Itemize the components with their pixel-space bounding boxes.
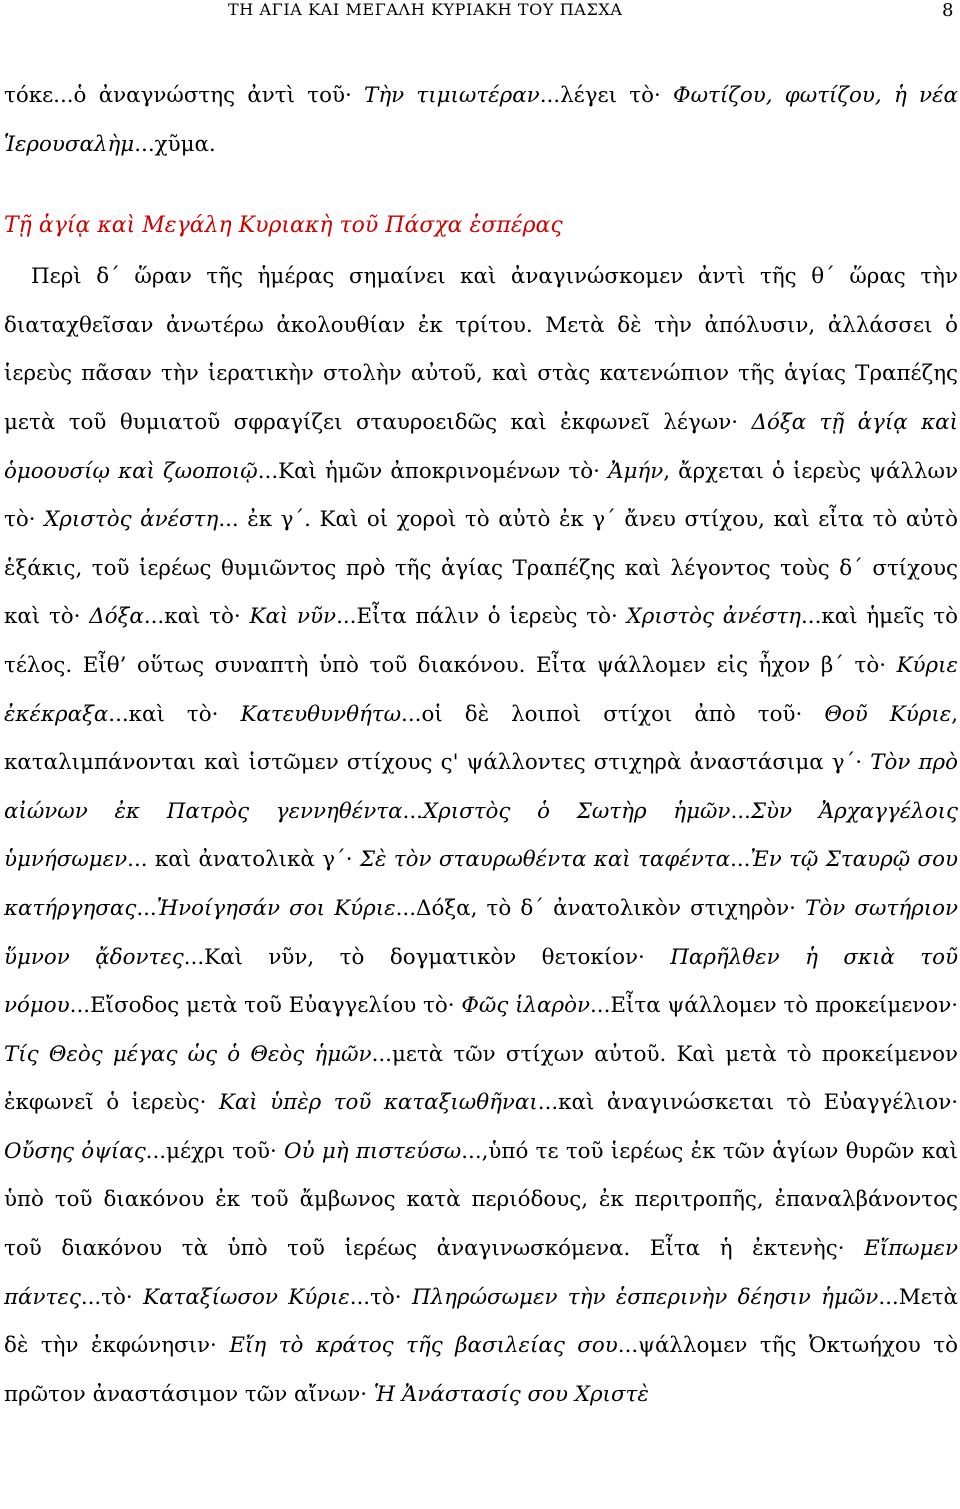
italic-phrase: Φῶς ἱλαρὸν [461,993,590,1019]
text-run: , ἄρχεται ὁ ἱερεὺς ψάλλων τὸ· [4,458,958,533]
italic-phrase: Τὸν σωτήριον ὕμνον ᾄδοντες [4,895,958,970]
italic-phrase: Σὲ τὸν σταυρωθέντα καὶ ταφέντα [359,847,731,873]
italic-phrase: Σὺν Ἀρχαγγέλοις ὑμνήσωμεν [4,798,958,873]
text-run: ...καὶ τὸ· [143,604,250,630]
text-run: Περὶ δ΄ ὥραν τῆς ἡμέρας σημαίνει καὶ ἀναγινώσκομεν ἀντὶ τῆς θ΄ ὥρας τὴν διαταχθεῖσαν ἀνωτέρω ἀκολουθίαν ἐκ τρίτου. Μετὰ δὲ τὴν ἀπόλυσιν, ἀλλάσσει ὁ ἱερεὺς πᾶσαν τὴν ἱερατικὴν στολὴν αὐτοῦ, καὶ στὰς κατενώπιον τῆς ἁγίας Τραπέζης μετὰ τοῦ θυμιατοῦ σφραγίζει σταυροειδῶς καὶ ἐκφωνεῖ λέγων· [4,264,958,435]
text-run: ...τὸ· [349,1284,412,1310]
italic-phrase: Τὸν πρὸ αἰώνων ἐκ Πατρὸς γεννηθέντα [4,750,958,824]
italic-phrase: Ἠνοίγησάν σοι Κύριε [156,895,396,921]
page-number: 8 [941,0,954,21]
italic-phrase: Φωτίζου, φωτίζου, ἡ νέα Ἱερουσαλὴμ [4,83,958,157]
text-run: ... [730,847,751,873]
italic-phrase: Καὶ ὑπὲρ τοῦ καταξιωθῆναι [218,1090,538,1116]
text-run: ...λέγει τὸ· [539,83,674,108]
text-run: ...Εἶτα ψάλλομεν τὸ προκείμενον· [589,993,958,1019]
italic-phrase: Κατευθυνθήτω [240,701,402,727]
italic-phrase: Ἀμήν [608,458,664,484]
italic-phrase: Εἴη τὸ κράτος τῆς βασιλείας σου [229,1333,618,1359]
section-heading: Τῇ ἁγίᾳ καὶ Μεγάλη Κυριακὴ τοῦ Πάσχα ἑσπέρας [4,213,563,239]
running-title: ΤΗ ΑΓΙΑ ΚΑΙ ΜΕΓΑΛΗ ΚΥΡΙΑΚΗ ΤΟΥ ΠΑΣΧΑ [228,0,623,19]
italic-phrase: Χριστὸς ὁ Σωτὴρ ἡμῶν [422,798,731,824]
text-run: ...οἱ δὲ λοιποὶ στίχοι ἀπὸ τοῦ· [401,701,825,727]
text-run: ...Καὶ νῦν, τὸ δογματικὸν θετοκίον· [183,944,671,970]
italic-phrase: Θοῦ Κύριε [824,701,952,727]
text-run: ... ἐκ γ΄. Καὶ οἱ χοροὶ τὸ αὐτὸ ἐκ γ΄ ἄνευ στίχου, καὶ εἶτα τὸ αὐτὸ ἑξάκις, τοῦ ἱερέως θυμιῶντος πρὸ τῆς ἁγίας Τραπέζης καὶ λέγοντος τοὺς δ΄ στίχους καὶ τὸ· [4,507,959,630]
text-run: ...μέχρι τοῦ· [145,1138,285,1164]
italic-phrase: Εἴπωμεν πάντες [4,1236,958,1310]
text-run: ...Μετὰ δὲ τὴν ἐκφώνησιν· [4,1284,958,1359]
italic-phrase: Καταξίωσον Κύριε [143,1284,350,1310]
italic-phrase: Κύριε ἐκέκραξα [4,652,958,727]
lead-paragraph [4,72,958,169]
italic-phrase: Παρῆλθεν ἡ σκιὰ τοῦ νόμου [4,944,958,1019]
italic-phrase: Οὐ μὴ πιστεύσω [284,1138,462,1164]
italic-phrase: Χριστὸς ἀνέστη [44,507,219,533]
text-run: ...τὸ· [80,1284,144,1310]
text-run: ...χῦμα. [134,131,216,157]
main-paragraph [4,253,958,1419]
text-run: ...μετὰ τῶν στίχων αὐτοῦ. Καὶ μετὰ τὸ προκείμενον ἐκφωνεῖ ὁ ἱερεὺς· [4,1041,958,1116]
italic-phrase: Δόξα [89,604,144,630]
italic-phrase: Καὶ νῦν [249,604,337,630]
text-run: ...Δόξα, τὸ δ΄ ἀνατολικὸν στιχηρὸν· [395,895,806,921]
text-run: ... καὶ ἀνατολικὰ γ΄· [127,847,360,873]
text-run: ...καὶ ἡμεῖς τὸ τέλος. Εἶθ’ οὕτως συναπτὴ ὑπὸ τοῦ διακόνου. Εἶτα ψάλλομεν εἰς ἦχον β΄ τὸ· [4,604,958,678]
text-run: ...Εἶτα πάλιν ὁ ἱερεὺς τὸ· [336,604,627,630]
text-run: ... [402,798,423,824]
italic-phrase: Οὔσης ὀψίας [4,1138,146,1164]
text-run: ... [136,895,157,921]
italic-phrase: Πληρώσωμεν τὴν ἑσπερινὴν δέησιν ἡμῶν [411,1284,879,1310]
italic-phrase: Δόξα τῇ ἁγίᾳ καὶ ὁμοουσίῳ καὶ ζωοποιῷ [4,409,958,484]
text-run: ... [730,798,751,824]
italic-phrase: Ἐν τῷ Σταυρῷ σου κατήργησας [4,847,958,921]
text-run: ...,ὑπό τε τοῦ ἱερέως ἐκ τῶν ἁγίων θυρῶν καὶ ὑπὸ τοῦ διακόνου ἐκ τοῦ ἄμβωνος κατὰ περιόδους, ἐκ περιτροπῆς, ἐπαναλβάνοντος τοῦ διακόνου τὰ ὑπὸ τοῦ ἱερέως ἀναγινωσκόμενα. Εἶτα ἡ ἐκτενὴς· [4,1138,958,1262]
text-run: ...καὶ ἀναγινώσκεται τὸ Εὐαγγέλιον· [537,1090,958,1116]
text-run: ...Καὶ ἡμῶν ἀποκρινομένων τὸ· [257,458,609,484]
text-run: ...ψάλλομεν τῆς Ὀκτωήχου τὸ πρῶτον ἀναστάσιμον τῶν αἴνων· [4,1333,959,1407]
text-run: ...καὶ τὸ· [108,701,241,727]
text-run: τόκε...ὁ ἀναγνώστης ἀντὶ τοῦ· [4,83,365,108]
italic-phrase: Ἡ Ἀνάστασίς σου Χριστὲ [373,1381,649,1407]
italic-phrase: Χριστὸς ἀνέστη [626,604,801,630]
text-run: , καταλιμπάνονται καὶ ἱστῶμεν στίχους ς' ψάλλοντες στιχηρὰ ἀναστάσιμα γ΄· [4,701,958,776]
body-text [4,72,958,1419]
page-header [4,0,958,32]
italic-phrase: Τίς Θεὸς μέγας ὡς ὁ Θεὸς ἡμῶν [4,1041,372,1067]
text-run: ...Εἴσοδος μετὰ τοῦ Εὐαγγελίου τὸ· [69,993,462,1019]
italic-phrase: Τὴν τιμιωτέραν [364,83,540,108]
